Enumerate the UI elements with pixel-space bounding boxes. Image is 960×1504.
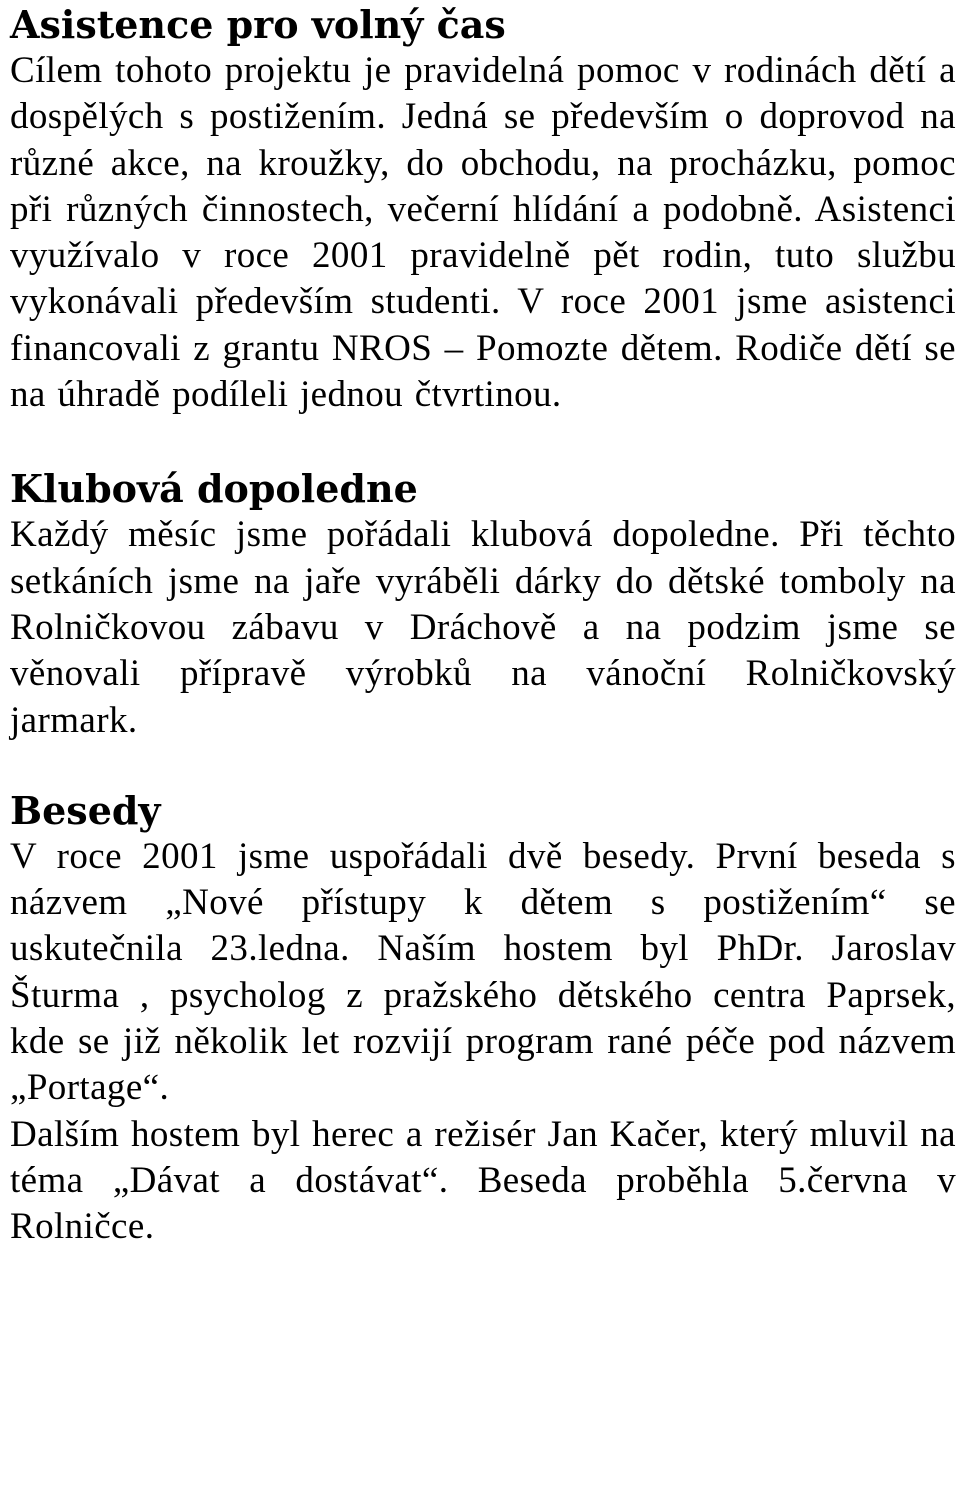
- section-heading-klubova: Klubová dopoledne: [10, 466, 418, 512]
- section-paragraph-besedy-2: Dalším hostem byl herec a režisér Jan Kačer, který mluvil na téma „Dávat a dostávat“. Beseda proběhla 5.června v Rolničce.: [10, 1113, 956, 1248]
- spacer: [10, 744, 956, 788]
- document-page: [10, 0, 956, 1251]
- spacer: [10, 418, 956, 466]
- section-paragraph-klubova: Každý měsíc jsme pořádali klubová dopoledne. Při těchto setkáních jsme na jaře vyráběli dárky do dětské tomboly na Rolničkovou zábavu v Dráchově a na podzim jsme se věnovali přípravě výrobků na vánoční Rolničkovský jarmark.: [10, 514, 956, 741]
- section-heading-besedy: Besedy: [10, 787, 161, 833]
- section-paragraph-besedy-1: V roce 2001 jsme uspořádali dvě besedy. První beseda s názvem „Nové přístupy k dětem s postižením“ se uskutečnila 23.ledna. Naším hostem byl PhDr. Jaroslav Šturma , psycholog z pražského dětského centra Paprsek, kde se již několik let rozvijí program rané péče pod názvem „Portage“.: [10, 835, 956, 1109]
- section-heading-asistence: Asistence pro volný čas: [10, 2, 506, 47]
- section-paragraph-asistence: Cílem tohoto projektu je pravidelná pomoc v rodinách dětí a dospělých s postižením. Jedná se především o doprovod na různé akce, na kroužky, do obchodu, na procházku, pomoc při různých činnostech, večerní hlídání a podobně. Asistenci využívalo v roce 2001 pravidelně pět rodin, tuto službu vykonávali především studenti. V roce 2001 jsme asistenci financovali z grantu NROS – Pomozte dětem. Rodiče dětí se na úhradě podíleli jednou čtvrtinou.: [10, 50, 956, 416]
